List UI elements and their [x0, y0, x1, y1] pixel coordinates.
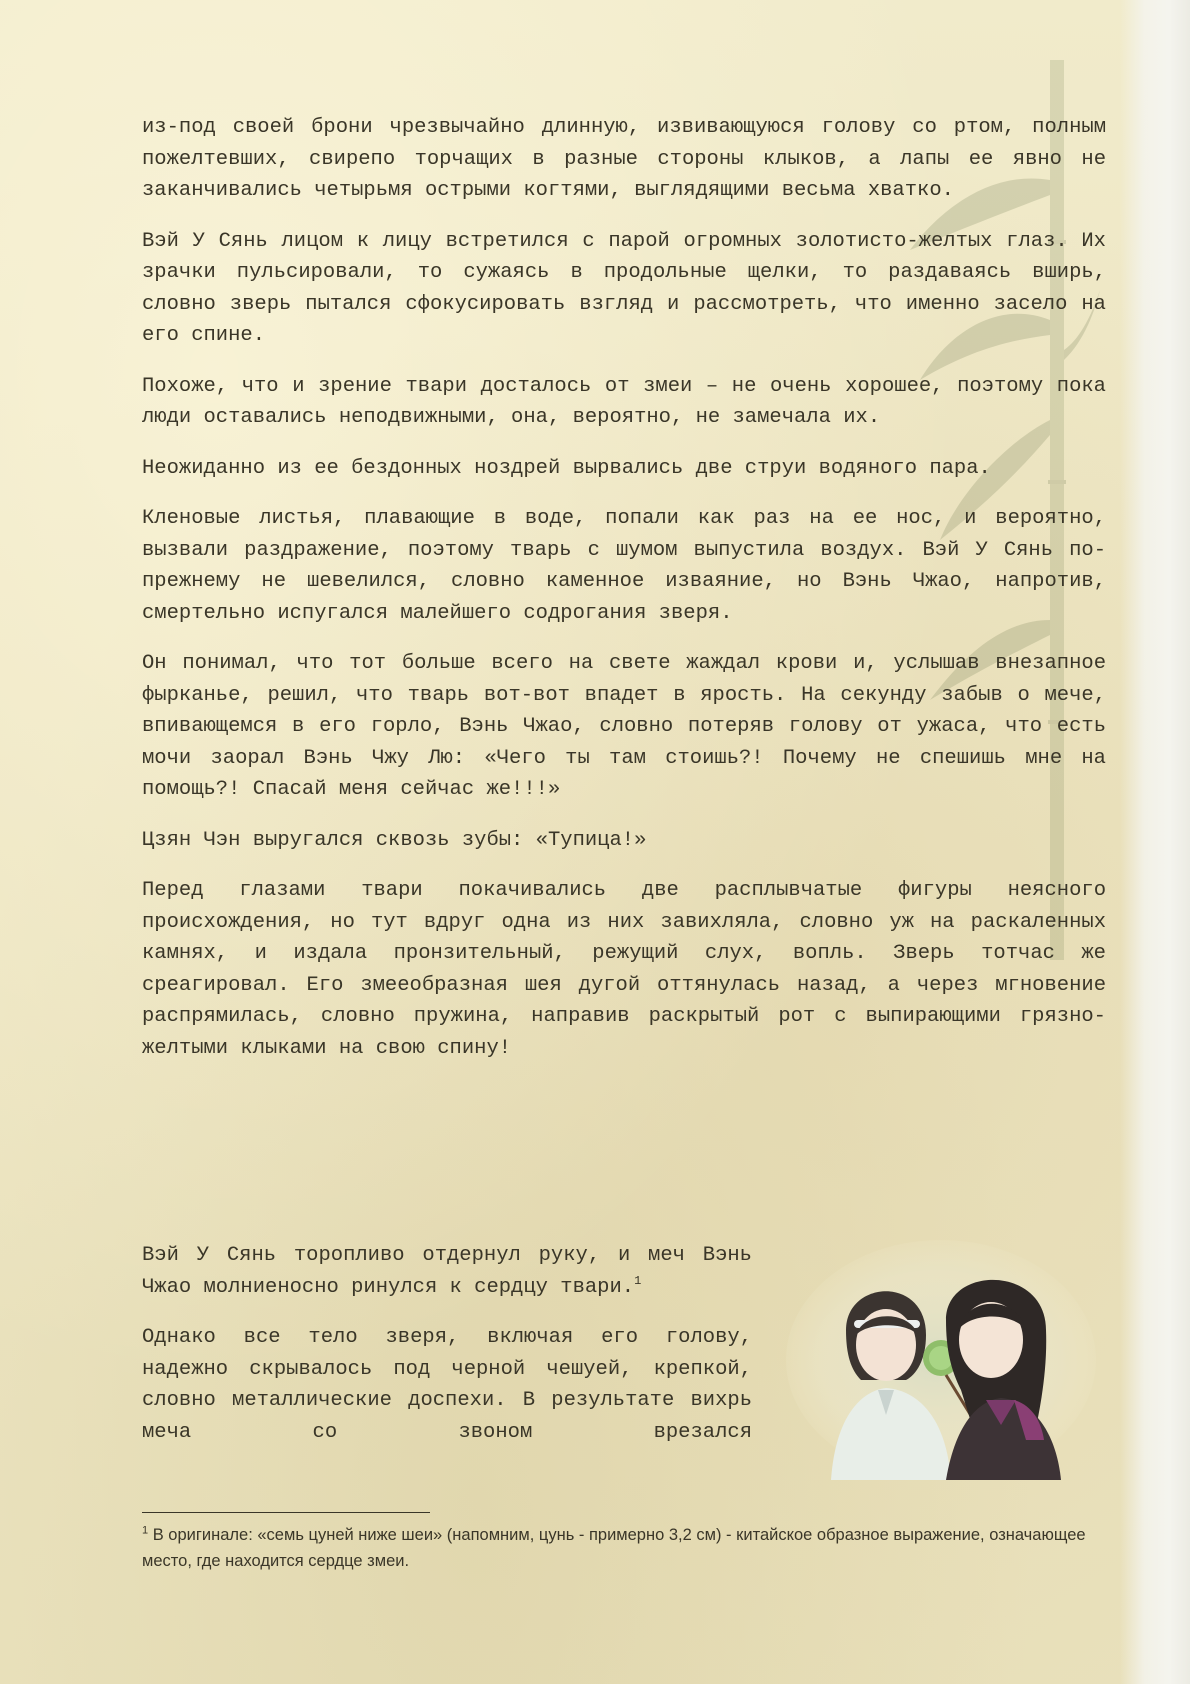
paragraph: Он понимал, что тот больше всего на свете жаждал крови и, услышав внезапное фырканье, решил, что тварь вот-вот впадет в ярость. На секунду забыв о мече, впивающемся в его горло, Вэнь Чжао, словно потеряв голову от ужаса, что есть мочи заорал Вэнь Чжу Лю: «Чего ты там стоишь?! Почему не спешишь мне на помощь?! Спасай меня сейчас же!!!» [142, 652, 1106, 801]
paragraph: Похоже, что и зрение твари досталось от змеи – не очень хорошее, поэтому пока люди оставались неподвижными, она, вероятно, не замечала их. [142, 374, 1106, 429]
paragraph-with-footnote [142, 1240, 752, 1303]
main-text [142, 112, 1106, 1083]
paragraph: Цзян Чэн выругался сквозь зубы: «Тупица!» [142, 828, 647, 852]
footnote-reference[interactable]: 1 [634, 1273, 642, 1288]
paragraph: из-под своей брони чрезвычайно длинную, извивающуюся голову со ртом, полным пожелтевших, свирепо торчащих в разные стороны клыков, а лапы ее явно не заканчивались четырьмя острыми когтями, выглядящими весьма хватко. [142, 116, 1106, 202]
bottom-text [142, 1240, 752, 1448]
footnote-number: 1 [142, 1524, 149, 1537]
footnote [142, 1522, 1102, 1574]
paragraph-text: Вэй У Сянь торопливо отдернул руку, и меч Вэнь Чжао молниеносно ринулся к сердцу твари. [142, 1244, 752, 1299]
paragraph: Однако все тело зверя, включая его голову, надежно скрывалось под черной чешуей, крепкой, словно металлические доспехи. В результате вихрь меча со звоном врезался [142, 1326, 752, 1444]
paragraph: Перед глазами твари покачивались две расплывчатые фигуры неясного происхождения, но тут вдруг одна из них завихляла, словно уж на раскаленных камнях, и издала пронзительный, режущий слух, вопль. Зверь тотчас же среагировал. Его змееобразная шея дугой оттянулась назад, а через мгновение распрямилась, словно пружина, направив раскрытый рот с выпирающими грязно-желтыми клыками на свою спину! [142, 879, 1106, 1060]
two-figures-illustration-icon [786, 1240, 1096, 1480]
paragraph: Вэй У Сянь лицом к лицу встретился с парой огромных золотисто-желтых глаз. Их зрачки пульсировали, то сужаясь в продольные щелки, то раздаваясь вширь, словно зверь пытался сфокусировать взгляд и рассмотреть, что именно засело на его спине. [142, 229, 1106, 347]
footnote-text: В оригинале: «семь цуней ниже шеи» (напомним, цунь - примерно 3,2 см) - китайское образное выражение, означающее место, где находится сердце змеи. [142, 1526, 1086, 1570]
page-edge-strip [1120, 0, 1190, 1684]
paragraph: Кленовые листья, плавающие в воде, попали как раз на ее нос, и вероятно, вызвали раздражение, поэтому тварь с шумом выпустила воздух. Вэй У Сянь по-прежнему не шевелился, словно каменное изваяние, но Вэнь Чжао, напротив, смертельно испугался малейшего содрогания зверя. [142, 507, 1106, 625]
footnote-divider [142, 1512, 430, 1513]
paragraph: Неожиданно из ее бездонных ноздрей вырвались две струи водяного пара. [142, 456, 991, 480]
